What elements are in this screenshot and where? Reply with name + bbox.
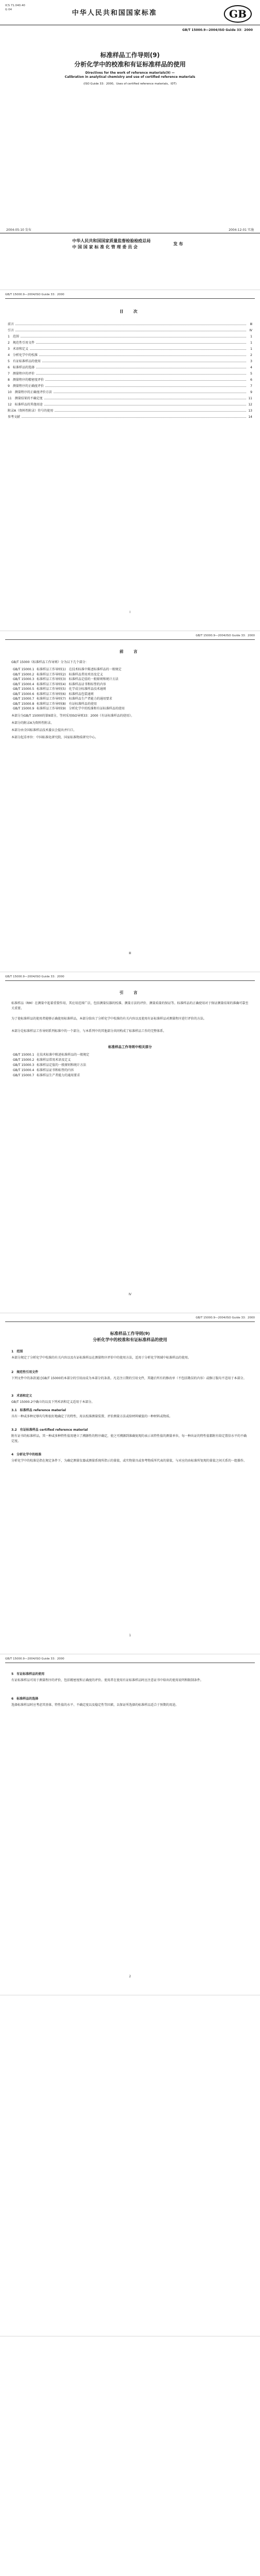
body-page-1 xyxy=(0,1313,260,1643)
body-page-1-number: 1 xyxy=(129,1634,131,1637)
ccs-code: G 04 xyxy=(5,8,12,11)
introduction-page xyxy=(0,972,260,1302)
toc-entry[interactable] xyxy=(8,359,252,364)
preface-page xyxy=(0,631,260,961)
preface-list-item xyxy=(13,667,122,672)
section-3-2-text: 附有证书的标准样品，其一种或多种特性值用建立了溯源性的程序确定，使之可溯源到准确复现的表示该特性值的测量单位，每一种出证的特性值都附有给定置信水平的不确定度。 xyxy=(11,1434,247,1443)
toc-entry-page: 2 xyxy=(250,353,252,357)
toc-entry[interactable] xyxy=(8,347,252,351)
toc-entry[interactable] xyxy=(8,322,252,327)
preface-list-item-text: 标准样品工作导则(6) 标准样品包装通则 xyxy=(37,692,94,696)
preface-paragraph-4: 本部分起草单位：中国标准化研究院、国家标准物质研究中心。 xyxy=(11,736,99,739)
standard-number: GB/T 15000.9—2004/ISO Guide 33：2000 xyxy=(182,28,253,32)
toc-entry-page: 13 xyxy=(248,409,252,413)
section-1-text: 本部分规定了分析化学中校准的有关内容以及有证标准样品在测量程序评价中的使用方法，适用于分析化学领域中标准样品的使用。 xyxy=(11,1356,191,1360)
intro-sub-heading: 标准样品工作导则中相关部分 xyxy=(108,1045,152,1049)
section-3-1-text: 具有一种或多种足够均匀和很好地确定了的特性，用以校准测量装置、评价测量方法或给材料赋值的一种材料或物质。 xyxy=(11,1415,173,1418)
intro-list-item-text: 标准样品证书和标签的内容 xyxy=(37,1069,74,1072)
toc-entry-title: 10 测量程序的正确度评价方法 xyxy=(8,391,52,394)
preface-list-item xyxy=(13,682,106,687)
toc-leader xyxy=(8,349,246,350)
preface-list-item xyxy=(13,672,103,677)
toc-entry-title: 4 分析化学中的校准 xyxy=(8,353,38,357)
intro-list-item xyxy=(13,1073,80,1078)
intro-list-item-text: 标准样品生产者能力的通用要求 xyxy=(37,1074,80,1077)
toc-entry-page: 9 xyxy=(250,391,252,394)
toc-entry-title: 参考文献 xyxy=(8,415,21,419)
toc-entry[interactable] xyxy=(8,328,252,333)
toc-entry-page: 6 xyxy=(250,378,252,382)
toc-entry-page: 7 xyxy=(250,384,252,388)
section-2-heading: 2 规范性引用文件 xyxy=(11,1370,39,1374)
toc-entry[interactable] xyxy=(8,353,252,358)
intro-list-item-code: GB/T 15000.2 xyxy=(13,1058,35,1062)
toc-entry[interactable] xyxy=(8,365,252,370)
toc-entry-title: 12 标准样品的其他用途 xyxy=(8,403,43,406)
section-5-heading: 5 有证标准样品的使用 xyxy=(11,1672,45,1676)
toc-entry-title: 7 测量程序的评价 xyxy=(8,372,35,376)
toc-entry-title: 附录A（资料性附录）符号的使用 xyxy=(8,409,54,413)
intro-running-header: GB/T 15000.9—2004/ISO Guide 33：2000 xyxy=(5,975,64,978)
intro-list-item xyxy=(13,1063,86,1067)
preface-list-item-text: 标准样品工作导则(2) 标准样品常用术语及定义 xyxy=(37,672,103,676)
body-running-header: GB/T 15000.9—2004/ISO Guide 33：2000 xyxy=(196,1316,255,1319)
blank-page xyxy=(0,1995,260,2325)
toc-entry-page: 1 xyxy=(250,347,252,351)
intro-list-item-code: GB/T 15000.4 xyxy=(13,1069,35,1072)
preface-list-item xyxy=(13,692,94,697)
intro-list-item-text: 标准样品定值的一般原则和统计方法 xyxy=(37,1063,87,1067)
preface-list-item-code: GB/T 15000.7 xyxy=(13,697,35,701)
toc-entry[interactable] xyxy=(8,371,252,376)
toc-entry-page: 12 xyxy=(248,403,252,406)
toc-leader xyxy=(8,417,246,418)
preface-list-item-text: 标准样品工作导则(7) 标准样品生产者能力的通用要求 xyxy=(37,697,112,701)
preface-list-item-text: 标准样品工作导则(1) 在技术标准中陈述标准样品的一般规定 xyxy=(37,668,122,671)
preface-list-item-code: GB/T 15000.1 xyxy=(13,668,35,671)
intro-header-rule xyxy=(5,980,255,981)
issuer-line-2: 中 国 国 家 标 准 化 管 理 委 员 会 xyxy=(72,245,138,249)
toc-entry-page: 4 xyxy=(250,366,252,369)
preface-list-item-text: 标准样品工作导则(5) 化学成分标准样品技术通则 xyxy=(37,687,106,691)
toc-entry[interactable] xyxy=(8,341,252,345)
preface-list-item xyxy=(13,697,112,701)
preface-list-item-code: GB/T 15000.2 xyxy=(13,672,35,676)
toc-entry-title: 11 测量结果的不确定度 xyxy=(8,397,43,400)
implementation-date: 2004-12-01 实施 xyxy=(229,228,254,232)
preface-list-item xyxy=(13,687,106,691)
preface-list-item-code: GB/T 15000.4 xyxy=(13,682,35,686)
toc-entry[interactable] xyxy=(8,409,252,413)
intro-list-item-code: GB/T 15000.3 xyxy=(13,1063,35,1067)
toc-entry[interactable] xyxy=(8,415,252,419)
toc-page-number: Ⅰ xyxy=(129,611,131,614)
preface-list-item-code: GB/T 15000.9 xyxy=(13,707,35,710)
section-3-1-heading: 3.1 标准样品 reference material xyxy=(11,1409,66,1412)
issuer-line-1: 中华人民共和国国家质量监督检验检疫总局 xyxy=(72,239,151,243)
toc-entry-page: 5 xyxy=(250,372,252,376)
toc-entry[interactable] xyxy=(8,402,252,407)
preface-running-header: GB/T 15000.9—2004/ISO Guide 33：2000 xyxy=(196,634,255,637)
body-header-rule xyxy=(5,1321,255,1322)
toc-page xyxy=(0,290,260,620)
section-4-text: 分析化学中的校准是指在规定条件下，为确定测量仪器或测量系统所指示的量值，或实物量具或参考物质所代表的量值，与对应的由标准所复现的量值之间关系的一组操作。 xyxy=(11,1459,247,1463)
toc-entry-title: 5 有证标准样品的使用 xyxy=(8,360,41,363)
intro-list-item-text: 标准样品常用术语及定义 xyxy=(37,1058,71,1062)
preface-intro: GB/T 15000《标准样品工作导则》分为以下几个部分： xyxy=(11,660,89,664)
preface-list-item-text: 标准样品工作导则(4) 标准样品证书和标签的内容 xyxy=(37,682,106,686)
section-6-text: 选择标准样品时应考虑其基体、特性值的水平、不确定度以及稳定性等因素，以保证所选择的标准样品适合于预期的用途。 xyxy=(11,1703,179,1707)
intro-paragraph-2: 为了使标准样品的使用者能够正确使用标准样品，本部分给出了分析化学中校准的有关内容以及使用有证标准样品对测量程序进行评价的方法。 xyxy=(11,1017,207,1021)
intro-page-number: Ⅳ xyxy=(128,1293,132,1296)
preface-list-item-code: GB/T 15000.5 xyxy=(13,687,35,691)
issuer-suffix: 发 布 xyxy=(173,242,183,246)
intro-paragraph-1: 标准样品（RM）在测量中起着重要作用，其应用范围广泛，包括测量仪器的校准、测量方法的评价、测量质量的保证等。标准样品的正确使用对于保证测量结果的准确可靠至关重要。 xyxy=(11,1002,249,1010)
toc-entry-title: 9 测量程序的正确度评价 xyxy=(8,384,44,388)
country-standard-title: 中华人民共和国国家标准 xyxy=(72,9,157,17)
section-5-text: 有证标准样品可用于测量程序的评价，包括精密度和正确度的评价。使用者在使用有证标准样品时应注意证书中给出的使用说明和限制条件。 xyxy=(11,1679,204,1682)
title-cn-line-2: 分析化学中的校准和有证标准样品的使用 xyxy=(74,61,186,68)
section-3-heading: 3 术语和定义 xyxy=(11,1394,32,1398)
preface-list-item xyxy=(13,702,97,706)
toc-entry[interactable] xyxy=(8,384,252,388)
intro-list-item xyxy=(13,1058,71,1062)
preface-list-item-code: GB/T 15000.3 xyxy=(13,677,35,681)
toc-entry-title: 2 规范性引用文件 xyxy=(8,341,35,345)
toc-entry-title: 引言 xyxy=(8,329,14,332)
preface-list-item xyxy=(13,706,125,711)
preface-list-item-code: GB/T 15000.6 xyxy=(13,692,35,696)
title-en-line-1: Directives for the work of reference materials(9) — xyxy=(85,71,175,75)
toc-header-rule xyxy=(5,298,255,299)
toc-entry-title: 8 测量程序的精密度评价 xyxy=(8,378,44,382)
toc-entry[interactable] xyxy=(8,396,252,401)
toc-entry-page: 14 xyxy=(248,415,252,419)
cover-page xyxy=(0,0,260,278)
section-1-heading: 1 范围 xyxy=(11,1350,23,1353)
section-3-text: GB/T 15000.2中确立的以及下列术语和定义适用于本部分。 xyxy=(11,1400,95,1404)
intro-paragraph-3: 本部分是标准样品工作导则系列标准中的一个部分，与本系列中的其他部分共同构成了标准样品工作的完整体系。 xyxy=(11,1029,167,1033)
toc-entry-page: 1 xyxy=(250,341,252,345)
intro-list-item xyxy=(13,1053,89,1057)
toc-leader xyxy=(8,355,246,356)
toc-entry[interactable] xyxy=(8,378,252,382)
toc-entry-page: Ⅲ xyxy=(250,323,252,326)
section-3-2-heading: 3.2 有证标准样品 certified reference material xyxy=(11,1428,88,1432)
intro-heading: 引 言 xyxy=(119,990,141,995)
toc-running-header: GB/T 15000.9—2004/ISO Guide 33：2000 xyxy=(5,293,64,296)
title-cn-line-1: 标准样品工作导则(9) xyxy=(100,52,160,59)
title-en-line-2: Calibration in analytical chemistry and use of certified reference materials xyxy=(64,75,196,79)
preface-list-item-text: 标准样品工作导则(9) 分析化学中的校准和有证标准样品的使用 xyxy=(37,707,125,710)
preface-paragraph-2: 本部分的附录A为资料性附录。 xyxy=(11,721,54,725)
toc-entry-page: 1 xyxy=(250,335,252,338)
toc-leader xyxy=(8,374,246,375)
preface-list-item-code: GB/T 15000.8 xyxy=(13,702,35,706)
section-2-text: 下列文件中的条款通过GB/T 15000的本部分的引用而成为本部分的条款。凡是注日期的引用文件，其随后所有的修改单（不包括勘误的内容）或修订版均不适用于本部分。 xyxy=(11,1377,247,1380)
toc-heading: 目 次 xyxy=(119,309,141,314)
toc-entry-title: 6 标准样品的选择 xyxy=(8,366,35,369)
preface-paragraph-1: 本部分为GB/T 15000的第9部分，等同采用ISO导则33：2000《有证标准样品的使用》。 xyxy=(11,714,134,718)
intro-list-item-code: GB/T 15000.1 xyxy=(13,1053,35,1057)
toc-entry[interactable] xyxy=(8,334,252,339)
intro-list-item-text: 在技术标准中陈述标准样品的一般规定 xyxy=(37,1053,90,1057)
preface-heading: 前 言 xyxy=(119,649,141,654)
section-4-heading: 4 分析化学中的校准 xyxy=(11,1453,42,1456)
preface-list-item xyxy=(13,677,119,682)
issue-date: 2004-05-10 发布 xyxy=(6,228,31,232)
title-en-line-3: (ISO Guide 33：2000，Uses of certified reference materials，IDT) xyxy=(83,82,177,86)
body-page-2 xyxy=(0,1654,260,1984)
body-title-line-1: 标准样品工作导则(9) xyxy=(110,1331,150,1336)
svg-text:GB: GB xyxy=(229,8,247,20)
preface-list-item-text: 标准样品工作导则(8) 有证标准样品的使用 xyxy=(37,702,97,706)
toc-entry-page: 3 xyxy=(250,360,252,363)
preface-list-item-text: 标准样品工作导则(3) 标准样品定值的一般原则和统计方法 xyxy=(37,677,119,681)
body-page-2-number: 2 xyxy=(129,1975,131,1978)
toc-entry-page: Ⅳ xyxy=(249,329,252,332)
section-6-heading: 6 标准样品的选择 xyxy=(11,1697,39,1701)
page2-running-header: GB/T 15000.9—2004/ISO Guide 33：2000 xyxy=(5,1657,64,1660)
toc-entry-title: 3 术语和定义 xyxy=(8,347,28,351)
preface-header-rule xyxy=(5,639,255,640)
blank-page xyxy=(0,2336,260,2576)
ics-code: ICS 71.040.40 xyxy=(5,4,25,7)
intro-list-item-code: GB/T 15000.7 xyxy=(13,1074,35,1077)
toc-leader xyxy=(8,343,246,344)
preface-paragraph-3: 本部分由全国标准样品技术委员会提出并归口。 xyxy=(11,728,77,732)
toc-entry-title: 前言 xyxy=(8,323,14,326)
intro-list-item xyxy=(13,1068,74,1073)
toc-entry-title: 1 范围 xyxy=(8,335,19,338)
body-title-line-2: 分析化学中的校准和有证标准样品的使用 xyxy=(93,1337,167,1342)
preface-page-number: Ⅲ xyxy=(128,952,132,955)
toc-entry-page: 11 xyxy=(248,397,252,400)
toc-entry[interactable] xyxy=(8,390,252,395)
